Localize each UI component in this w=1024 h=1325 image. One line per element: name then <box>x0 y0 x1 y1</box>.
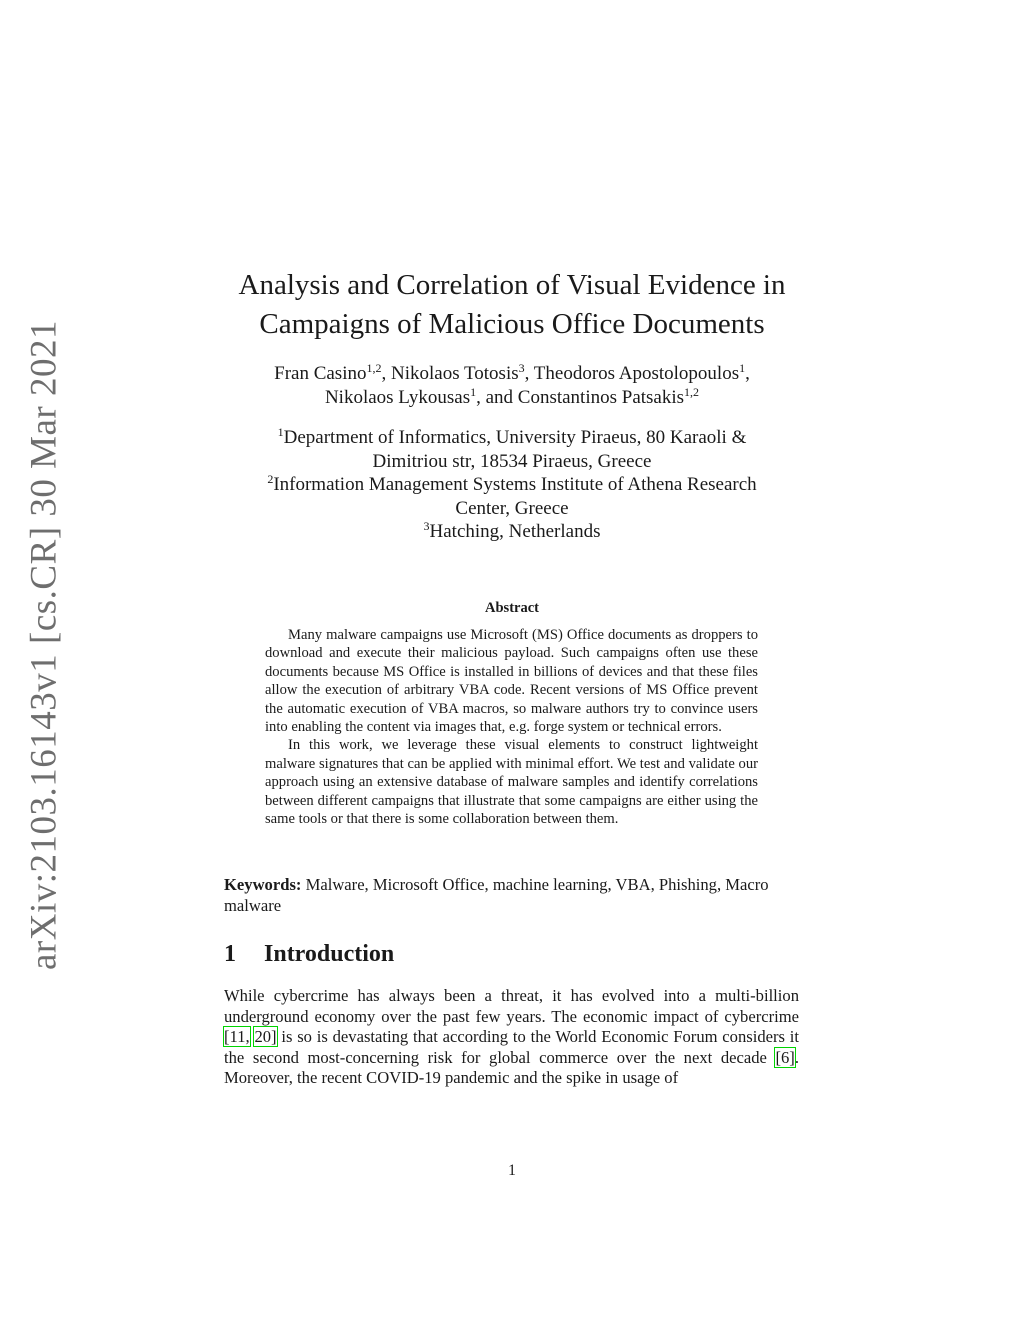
affiliation-text: Information Management Systems Institute of Athena Research <box>273 474 757 495</box>
author-affiliation-mark: 3 <box>518 361 525 375</box>
affiliation-list <box>150 426 874 544</box>
affiliation-1 <box>150 426 874 473</box>
abstract-paragraph: Many malware campaigns use Microsoft (MS) Office documents as droppers to download and execute their malicious payload. Such campaigns often use these documents because MS Office is installed in billions of devices and that these files allow the execution of arbitrary VBA code. Recent versions of MS Office prevent the automatic execution of VBA macros, so malware authors try to convince users into enabling the content via images that, e.g. forge system or technical errors. <box>265 627 758 736</box>
affiliation-text: Dimitriou str, 18534 Piraeus, Greece <box>372 450 652 472</box>
affiliation-2 <box>150 473 874 520</box>
keywords <box>224 875 808 916</box>
keywords-label: Keywords: <box>224 875 302 894</box>
arxiv-side-label: arXiv:2103.16143v1 [cs.CR] 30 Mar 2021 <box>23 320 65 970</box>
author-affiliation-mark: 1 <box>470 385 477 399</box>
author-separator: , <box>381 363 391 384</box>
citation-link[interactable]: [6] <box>775 1047 795 1067</box>
section-title: Introduction <box>264 941 395 967</box>
citation-link[interactable]: [11, <box>224 1027 250 1047</box>
introduction-body <box>224 986 799 1089</box>
author-separator: , <box>745 363 750 384</box>
section-number: 1 <box>224 941 236 967</box>
title-line-1: Analysis and Correlation of Visual Evidence in <box>238 269 786 301</box>
intro-text: is so is devastating that according to the World Economic Forum considers it the second most-concerning risk for global commerce over the next decade <box>224 1027 799 1067</box>
section-heading <box>224 941 394 968</box>
intro-text: . Moreover, the recent COVID-19 pandemic and the spike in usage of <box>224 1047 799 1088</box>
affiliation-text: Center, Greece <box>455 497 569 519</box>
keywords-text: Malware, Microsoft Office, machine learning, VBA, Phishing, Macro malware <box>224 875 769 915</box>
author-separator: , and <box>476 387 518 408</box>
title-line-2: Campaigns of Malicious Office Documents <box>259 308 765 340</box>
author-line-1 <box>150 362 874 386</box>
author-list <box>150 362 874 410</box>
affiliation-text: Department of Informatics, University Piraeus, 80 Karaoli & <box>283 427 747 448</box>
author-affiliation-mark: 1,2 <box>366 361 382 375</box>
affiliation-mark: 2 <box>267 472 274 486</box>
abstract-body <box>265 626 758 828</box>
affiliation-3 <box>150 520 874 544</box>
author-name: Theodoros Apostolopoulos <box>533 363 740 384</box>
author-affiliation-mark: 1 <box>739 361 746 375</box>
page-number: 1 <box>508 1162 516 1179</box>
author-separator: , <box>524 363 534 384</box>
author-line-2 <box>150 386 874 410</box>
affiliation-mark: 1 <box>277 425 284 439</box>
affiliation-mark: 3 <box>423 519 430 533</box>
abstract-paragraph: In this work, we leverage these visual elements to construct lightweight malware signatures that can be applied with minimal effort. We test and validate our approach using an extensive database of malware samples and identify correlations between different campaigns that illustrate that some campaigns are either using the same tools or that there is some collaboration between them. <box>265 737 758 828</box>
introduction-paragraph <box>224 986 799 1089</box>
author-name: Nikolaos Totosis <box>390 363 519 384</box>
paper-title <box>150 266 874 344</box>
abstract-heading: Abstract <box>485 600 539 616</box>
author-name: Fran Casino <box>274 363 367 384</box>
author-affiliation-mark: 1,2 <box>684 385 700 399</box>
author-name: Constantinos Patsakis <box>517 387 685 408</box>
citation-link[interactable]: 20] <box>254 1027 277 1047</box>
intro-text: While cybercrime has always been a threat, it has evolved into a multi-billion underground economy over the past few years. The economic impact of cybercrime <box>224 986 799 1026</box>
affiliation-text: Hatching, Netherlands <box>429 521 601 542</box>
author-name: Nikolaos Lykousas <box>324 387 471 408</box>
